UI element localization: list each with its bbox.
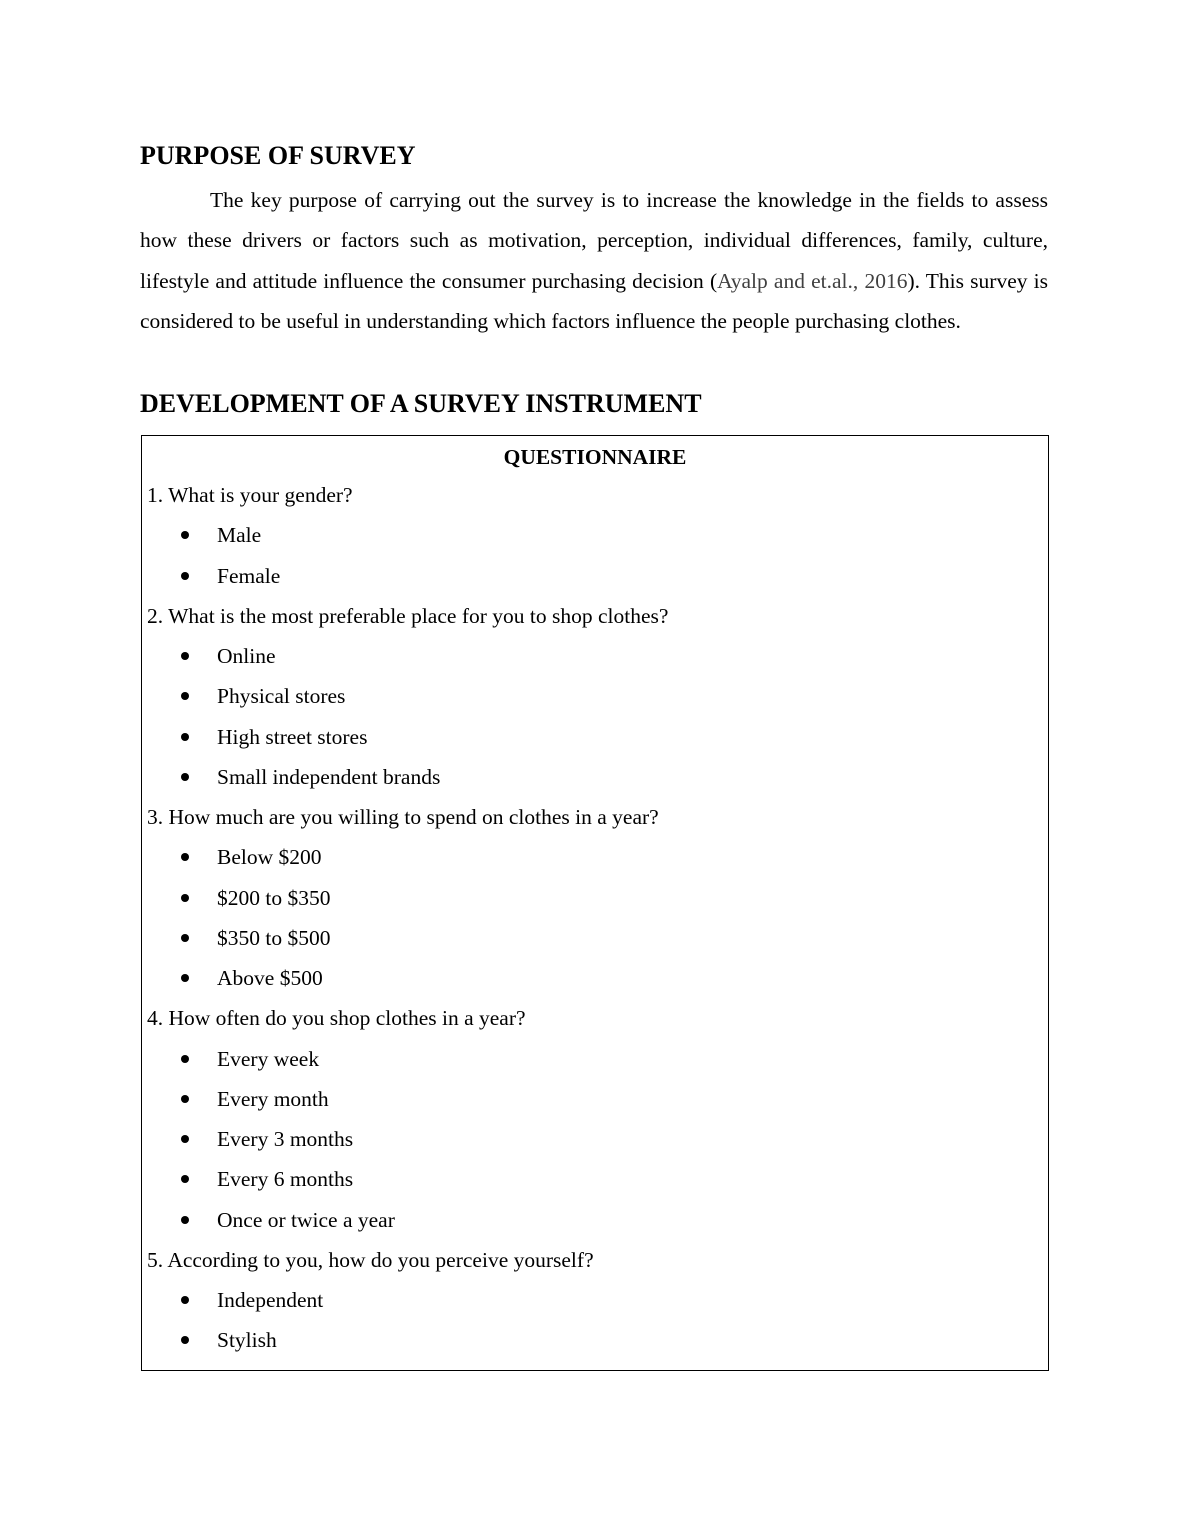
development-heading: DEVELOPMENT OF A SURVEY INSTRUMENT <box>140 389 702 418</box>
option-label: Independent <box>217 1288 324 1312</box>
purpose-text-end: ). This survey is considered to be useful in understanding which factors influence the people purchasing clothes. <box>140 268 1049 333</box>
bullet-icon <box>181 733 189 741</box>
question-gender: 1. What is your gender? <box>147 483 353 507</box>
bullet-icon <box>181 1095 189 1103</box>
list-item <box>142 878 1048 918</box>
list-item <box>142 636 1048 676</box>
bullet-icon <box>181 894 189 902</box>
questionnaire-title: QUESTIONNAIRE <box>503 445 687 469</box>
bullet-icon <box>181 1175 189 1183</box>
list-item <box>142 918 1048 958</box>
bullet-icon <box>181 974 189 982</box>
option-label: Online <box>217 644 276 668</box>
list-item <box>142 515 1048 555</box>
bullet-icon <box>181 853 189 861</box>
bullet-icon <box>181 773 189 781</box>
option-label: Physical stores <box>217 684 346 709</box>
option-label: Every 6 months <box>217 1167 354 1192</box>
question-yearly-spend: 3. How much are you willing to spend on clothes in a year? <box>147 805 659 829</box>
list-item <box>142 837 1048 877</box>
list-item <box>142 958 1048 998</box>
bullet-icon <box>181 1336 189 1344</box>
bullet-icon <box>181 692 189 700</box>
option-label: Stylish <box>217 1328 277 1353</box>
list-item <box>142 556 1048 596</box>
list-item <box>142 1159 1048 1199</box>
bullet-icon <box>181 531 189 539</box>
list-item <box>142 1280 1048 1320</box>
option-label: High street stores <box>217 724 368 749</box>
list-item <box>142 676 1048 716</box>
purpose-text-start: The key purpose of carrying out the survey is to increase the knowledge in the fields to assess how these drivers or factors such as motivation, perception, individual differences, family, culture, lifestyle and attitude influence the consumer purchasing decision ( <box>140 188 1048 293</box>
option-label: $200 to $350 <box>217 885 331 910</box>
option-label: Every 3 months <box>217 1127 354 1151</box>
bullet-icon <box>181 1055 189 1063</box>
list-item <box>142 757 1048 797</box>
list-item <box>142 717 1048 757</box>
purpose-paragraph <box>140 180 1048 341</box>
bullet-icon <box>181 1135 189 1143</box>
bullet-icon <box>181 572 189 580</box>
purpose-heading: PURPOSE OF SURVEY <box>140 141 416 170</box>
option-label: Once or twice a year <box>217 1207 395 1232</box>
option-label: Above $500 <box>217 966 323 990</box>
bullet-icon <box>181 934 189 942</box>
bullet-icon <box>181 1296 189 1304</box>
option-label: $350 to $500 <box>217 925 331 950</box>
purpose-citation: Ayalp and et.al., 2016 <box>717 268 908 293</box>
questionnaire-box <box>141 435 1049 1371</box>
bullet-icon <box>181 652 189 660</box>
option-label: Below $200 <box>217 845 322 870</box>
list-item <box>142 1119 1048 1159</box>
bullet-icon <box>181 1216 189 1224</box>
option-label: Small independent brands <box>217 764 441 789</box>
option-label: Every month <box>217 1086 329 1111</box>
list-item <box>142 1200 1048 1240</box>
option-label: Every week <box>217 1046 320 1071</box>
questionnaire-list <box>142 475 1048 1361</box>
question-shopping-frequency: 4. How often do you shop clothes in a year? <box>147 1006 526 1031</box>
option-label: Female <box>217 563 281 588</box>
list-item <box>142 1079 1048 1119</box>
list-item <box>142 1039 1048 1079</box>
question-shopping-place: 2. What is the most preferable place for you to shop clothes? <box>147 603 669 628</box>
list-item <box>142 1320 1048 1360</box>
option-label: Male <box>217 523 262 548</box>
question-self-perception: 5. According to you, how do you perceive yourself? <box>147 1247 594 1272</box>
